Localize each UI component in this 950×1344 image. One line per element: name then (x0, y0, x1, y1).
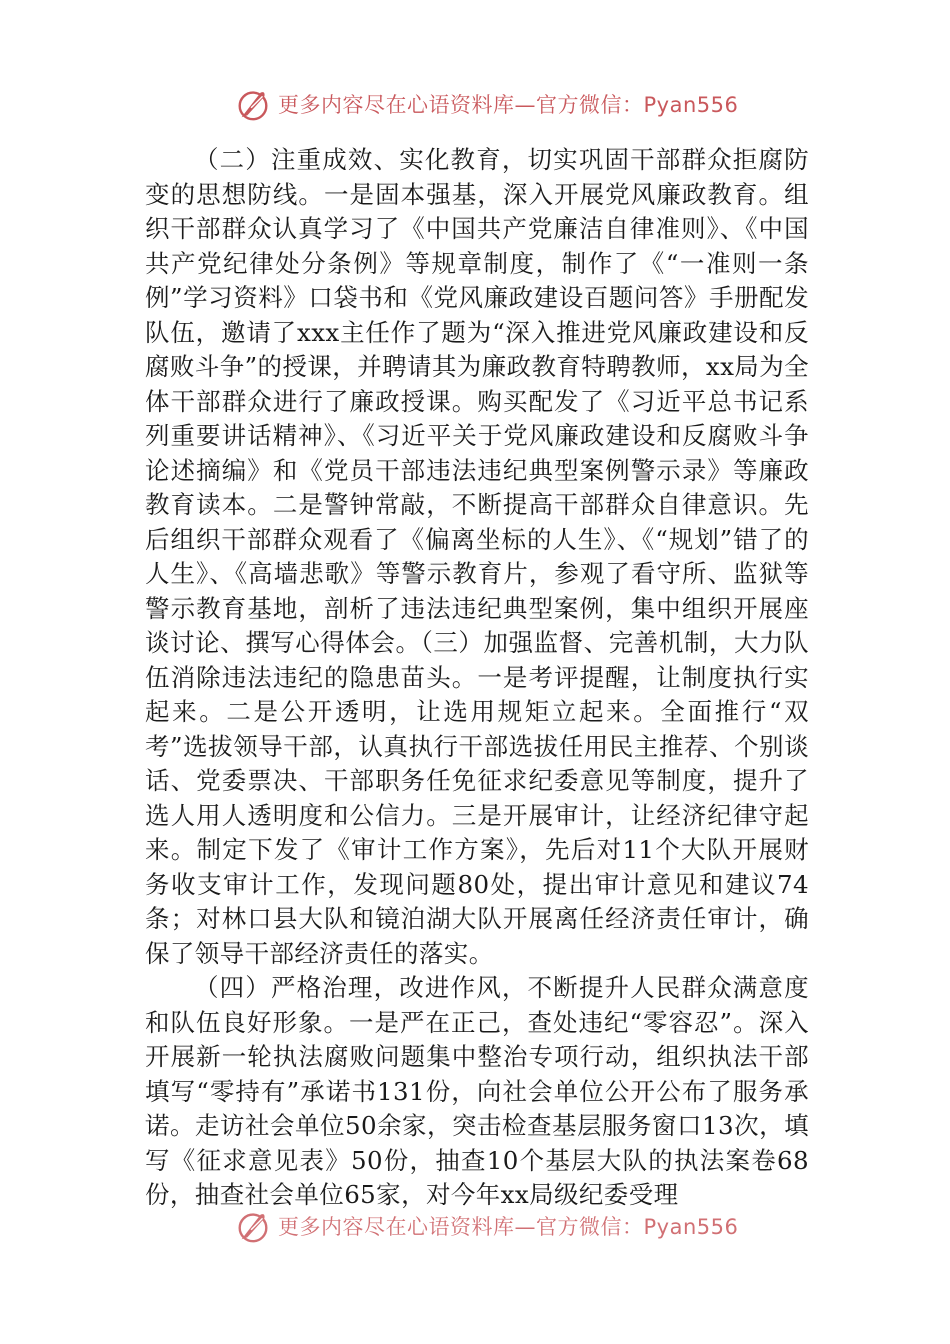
pen-feather-logo-icon (234, 1207, 272, 1245)
pen-feather-logo-icon (234, 85, 272, 123)
paragraph-section-4: （四）严格治理，改进作风，不断提升人民群众满意度和队伍良好形象。一是严在正己，查处违纪“零容忍”。深入开展新一轮执法腐败问题集中整治专项行动，组织执法干部填写“零持有”承诺书131份，向社会单位公开公布了服务承诺。走访社会单位50余家，突击检查基层服务窗口13次，填写《征求意见表》50份，抽查10个基层大队的执法案卷68份，抽查社会单位65家，对今年xx局级纪委受理 (145, 973, 809, 1209)
watermark-header (234, 82, 738, 126)
document-body (145, 143, 809, 1213)
watermark-footer (234, 1204, 738, 1248)
watermark-text: 更多内容尽在心语资料库—官方微信：Pyan556 (278, 93, 739, 117)
watermark-text: 更多内容尽在心语资料库—官方微信：Pyan556 (278, 1215, 739, 1239)
paragraph-section-2-3: （二）注重成效、实化教育，切实巩固干部群众拒腐防变的思想防线。一是固本强基，深入开展党风廉政教育。组织干部群众认真学习了《中国共产党廉洁自律准则》、《中国共产党纪律处分条例》等规章制度，制作了《“一准则一条例”学习资料》口袋书和《党风廉政建设百题问答》手册配发队伍，邀请了xxx主任作了题为“深入推进党风廉政建设和反腐败斗争”的授课，并聘请其为廉政教育特聘教师，xx局为全体干部群众进行了廉政授课。购买配发了《习近平总书记系列重要讲话精神》、《习近平关于党风廉政建设和反腐败斗争论述摘编》和《党员干部违法违纪典型案例警示录》等廉政教育读本。二是警钟常敲，不断提高干部群众自律意识。先后组织干部群众观看了《偏离坐标的人生》、《“规划”错了的人生》、《高墙悲歌》等警示教育片，参观了看守所、监狱等警示教育基地，剖析了违法违纪典型案例，集中组织开展座谈讨论、撰写心得体会。（三）加强监督、完善机制，大力队伍消除违法违纪的隐患苗头。一是考评提醒，让制度执行实起来。二是公开透明，让选用规矩立起来。全面推行“双考”选拔领导干部，认真执行干部选拔任用民主推荐、个别谈话、党委票决、干部职务任免征求纪委意见等制度，提升了选人用人透明度和公信力。三是开展审计，让经济纪律守起来。制定下发了《审计工作方案》，先后对11个大队开展财务收支审计工作，发现问题80处，提出审计意见和建议74条；对林口县大队和镜泊湖大队开展离任经济责任审计，确保了领导干部经济责任的落实。 (145, 145, 809, 968)
